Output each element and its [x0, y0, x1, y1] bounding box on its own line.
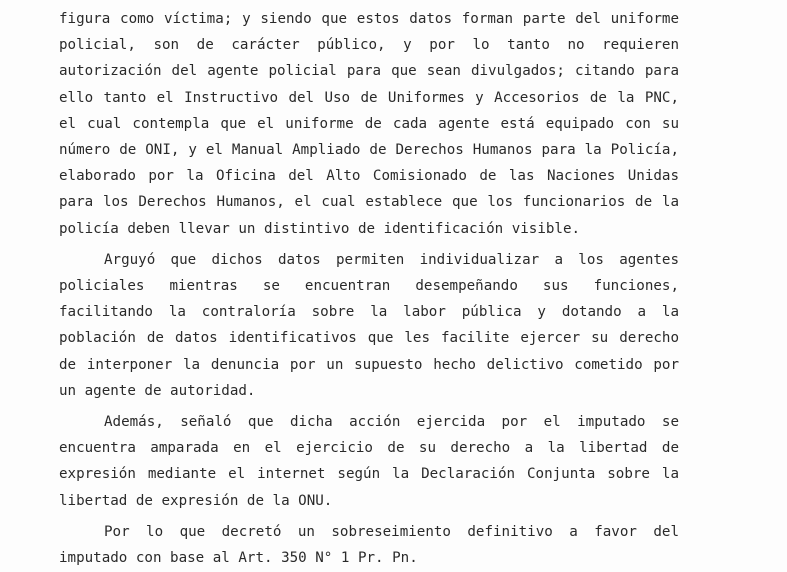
- paragraph-arguyo: Arguyó que dichos datos permiten individualizar a los agentes policiales mientras se encuentran desempeñando sus funciones, facilitando la contraloría sobre la labor pública y dotando a la población de datos identificativos que les facilite ejercer su derecho de interponer la denuncia por un supuesto hecho delictivo cometido por un agente de autoridad.: [59, 251, 679, 399]
- paragraph-sobreseimiento: Por lo que decretó un sobreseimiento definitivo a favor del imputado con base al Art. 350 N° 1 Pr. Pn.: [59, 523, 679, 567]
- document-body: [59, 6, 679, 571]
- paragraph-ademas: Además, señaló que dicha acción ejercida por el imputado se encuentra amparada en el ejercicio de su derecho a la libertad de expresión mediante el internet según la Declaración Conjunta sobre la libertad de expresión de la ONU.: [59, 414, 679, 509]
- paragraph-continuation: figura como víctima; y siendo que estos datos forman parte del uniforme policial, son de carácter público, y por lo tanto no requieren autorización del agente policial para que sean divulgados; citando para ello tanto el Instructivo del Uso de Uniformes y Accesorios de la PNC, el cual contempla que el uniforme de cada agente está equipado con su número de ONI, y el Manual Ampliado de Derechos Humanos para la Policía, elaborado por la Oficina del Alto Comisionado de las Naciones Unidas para los Derechos Humanos, el cual establece que los funcionarios de la policía deben llevar un distintivo de identificación visible.: [59, 11, 679, 237]
